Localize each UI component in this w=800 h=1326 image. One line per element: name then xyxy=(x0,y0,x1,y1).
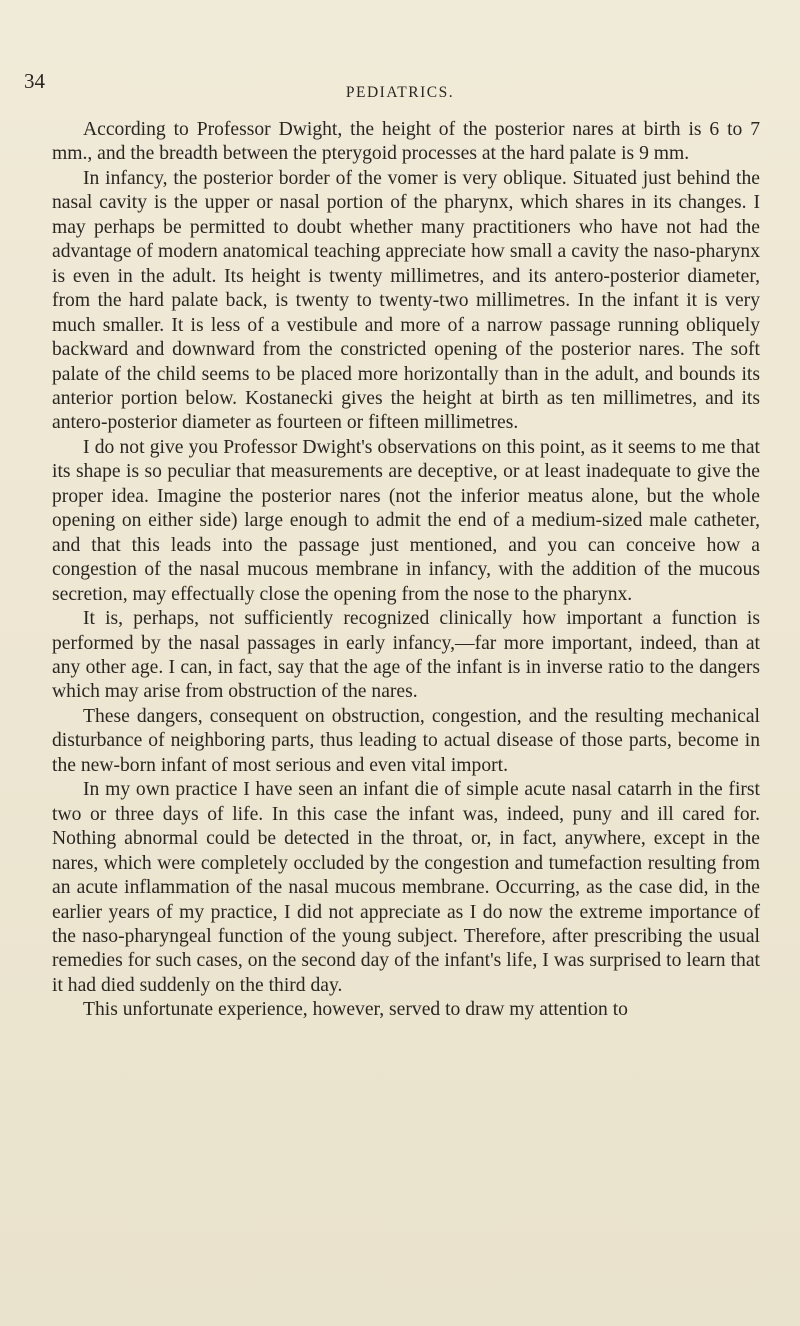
body-text xyxy=(52,118,760,1023)
paragraph-1: According to Professor Dwight, the height of the posterior nares at birth is 6 to 7 mm., and the breadth between the pterygoid processes at the hard palate is 9 mm. xyxy=(52,119,760,165)
paragraph-2: In infancy, the posterior border of the vomer is very oblique. Situated just behind the nasal cavity is the upper or nasal portion of the pharynx, which shares in its changes. I may perhaps be permitted to doubt whether many practitioners who have not had the advantage of modern anatomical teaching appreciate how small a cavity the naso-pharynx is even in the adult. Its height is twenty millimetres, and its antero-posterior diameter, from the hard palate back, is twenty to twenty-two millimetres. In the infant it is very much smaller. It is less of a vestibule and more of a narrow passage running obliquely backward and downward from the constricted opening of the posterior nares. The soft palate of the child seems to be placed more horizontally than in the adult, and bounds its anterior portion below. Kostanecki gives the height at birth as ten millimetres, and its antero-posterior diameter as fourteen or fifteen millimetres. xyxy=(52,167,760,434)
paragraph-7: This unfortunate experience, however, served to draw my attention to xyxy=(83,999,628,1021)
running-head: PEDIATRICS. xyxy=(345,84,455,101)
page-number: 34 xyxy=(24,69,45,93)
paragraph-5: These dangers, consequent on obstruction, congestion, and the resulting mechanical disturbance of neighboring parts, thus leading to actual disease of those parts, become in the new-born infant of most serious and even vital import. xyxy=(52,705,760,776)
paragraph-6: In my own practice I have seen an infant die of simple acute nasal catarrh in the first two or three days of life. In this case the infant was, indeed, puny and ill cared for. Nothing abnormal could be detected in the throat, or, in fact, anywhere, except in the nares, which were completely occluded by the congestion and tumefaction resulting from an acute inflammation of the nasal mucous membrane. Occurring, as the case did, in the earlier years of my practice, I did not appreciate as I do now the extreme importance of the naso-pharyngeal function of the young subject. Therefore, after prescribing the usual remedies for such cases, on the second day of the infant's life, I was surprised to learn that it had died suddenly on the third day. xyxy=(52,779,760,996)
paragraph-4: It is, perhaps, not sufficiently recognized clinically how important a function is performed by the nasal passages in early infancy,—far more important, indeed, than at any other age. I can, in fact, say that the age of the infant is in inverse ratio to the dangers which may arise from obstruction of the nares. xyxy=(52,608,760,703)
paragraph-3: I do not give you Professor Dwight's observations on this point, as it seems to me that its shape is so peculiar that measurements are deceptive, or at least inadequate to give the proper idea. Imagine the posterior nares (not the inferior meatus alone, but the whole opening on either side) large enough to admit the end of a medium-sized male catheter, and that this leads into the passage just mentioned, and you can conceive how a congestion of the nasal mucous membrane in infancy, with the addition of the mucous secretion, may effectually close the opening from the nose to the pharynx. xyxy=(52,436,760,605)
